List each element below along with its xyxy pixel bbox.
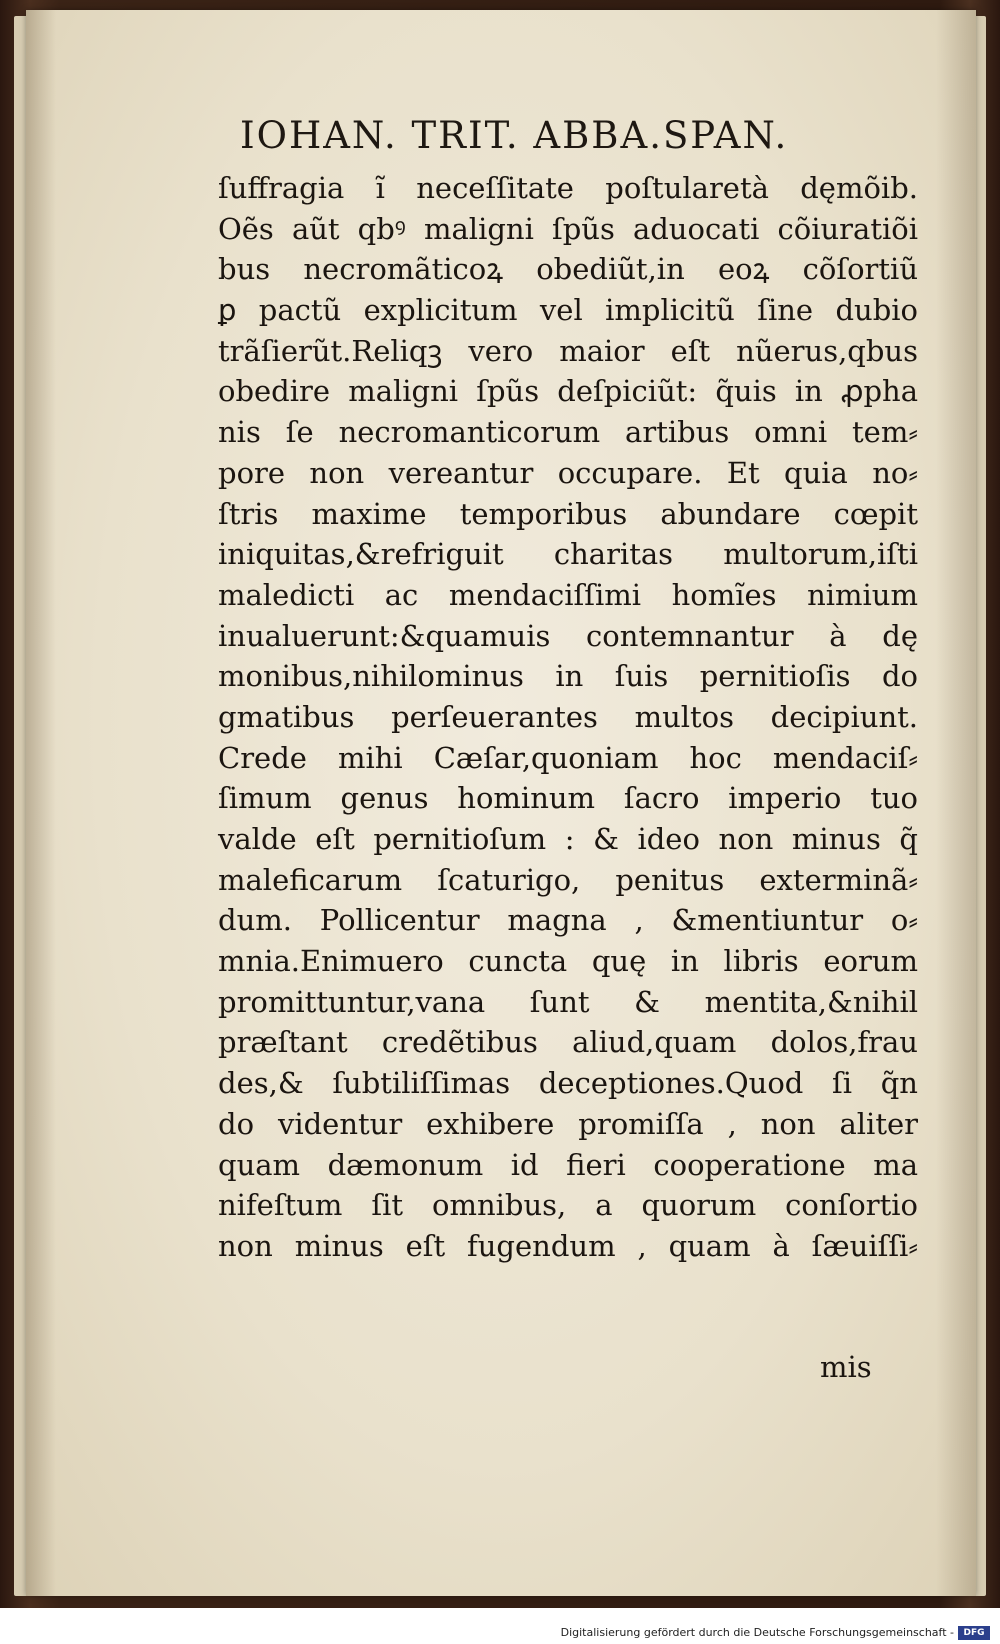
text-line: monibus,nihilominus in ſuis pernitioſis do [218, 659, 918, 694]
text-line: mnia.Enimuero cuncta quę in libris eorum [218, 944, 918, 979]
text-line: do videntur exhibere promiſſa , non aliter [218, 1106, 918, 1141]
text-line: des,& ſubtiliſſimas deceptiones.Quod ſi q̃n [218, 1066, 918, 1101]
page-shadow-left [26, 10, 56, 1596]
text-line: iniquitas,&refriguit charitas multorum,iſti [218, 537, 918, 572]
text-line: ſtris maxime temporibus abundare cœpit [218, 496, 918, 531]
dfg-logo: DFG [958, 1626, 990, 1640]
running-head: IOHAN. TRIT. ABBA.SPAN. [240, 114, 789, 157]
text-line: præſtant credẽtibus aliud,quam dolos,frau [218, 1025, 918, 1060]
text-line: ſuffragia ĩ neceſſitate poſtularetà dęmõib. [218, 171, 918, 205]
footer-credit: Digitalisierung gefördert durch die Deutsche Forschungsgemeinschaft - [560, 1626, 954, 1639]
page-gutter [936, 10, 976, 1596]
text-line: pore non vereantur occupare. Et quia no⸗ [218, 455, 918, 490]
text-line: dum. Pollicentur magna , &mentiuntur o⸗ [218, 903, 918, 938]
text-line: inualuerunt:&quamuis contemnantur à dę [218, 618, 918, 653]
text-line: obedire maligni ſpũs deſpiciũt: q̃uis in ꝓpha [218, 374, 918, 409]
text-line: bus necromãticoꝝ obediũt,in eoꝝ cõſortiũ [218, 252, 918, 287]
text-line: nis ſe necromanticorum artibus omni tem⸗ [218, 415, 918, 450]
text-line: maleficarum ſcaturigo, penitus exterminã⸗ [218, 862, 918, 897]
text-line: ſimum genus hominum ſacro imperio tuo [218, 781, 918, 816]
catchword: mis [820, 1350, 872, 1384]
text-line: Crede mihi Cæſar,quoniam hoc mendaciſ⸗ [218, 740, 918, 775]
text-line: gmatibus perſeuerantes multos decipiunt. [218, 699, 918, 734]
text-line: non minus eſt fugendum , quam à ſæuiſſi⸗ [218, 1228, 918, 1263]
text-line: promittuntur,vana ſunt & mentita,&nihil [218, 984, 918, 1019]
text-line: trãſierũt.Reliqꝫ vero maior eſt nũerus,qbus [218, 333, 918, 368]
text-line: maledicti ac mendaciſſimi homĩes nimium [218, 577, 918, 612]
body-text [218, 168, 918, 1267]
text-line: valde eſt pernitioſum : & ideo non minus q̃ [218, 822, 918, 856]
text-line: quam dæmonum id fieri cooperatione ma [218, 1147, 918, 1182]
text-line: ꝑ pactũ explicitum vel implicitũ ſine dubio [218, 293, 918, 328]
text-line: nifeſtum ſit omnibus, a quorum conſortio [218, 1188, 918, 1223]
text-line: Oẽs aũt qbꝰ maligni ſpũs aduocati cõiuratiõi [218, 211, 918, 246]
